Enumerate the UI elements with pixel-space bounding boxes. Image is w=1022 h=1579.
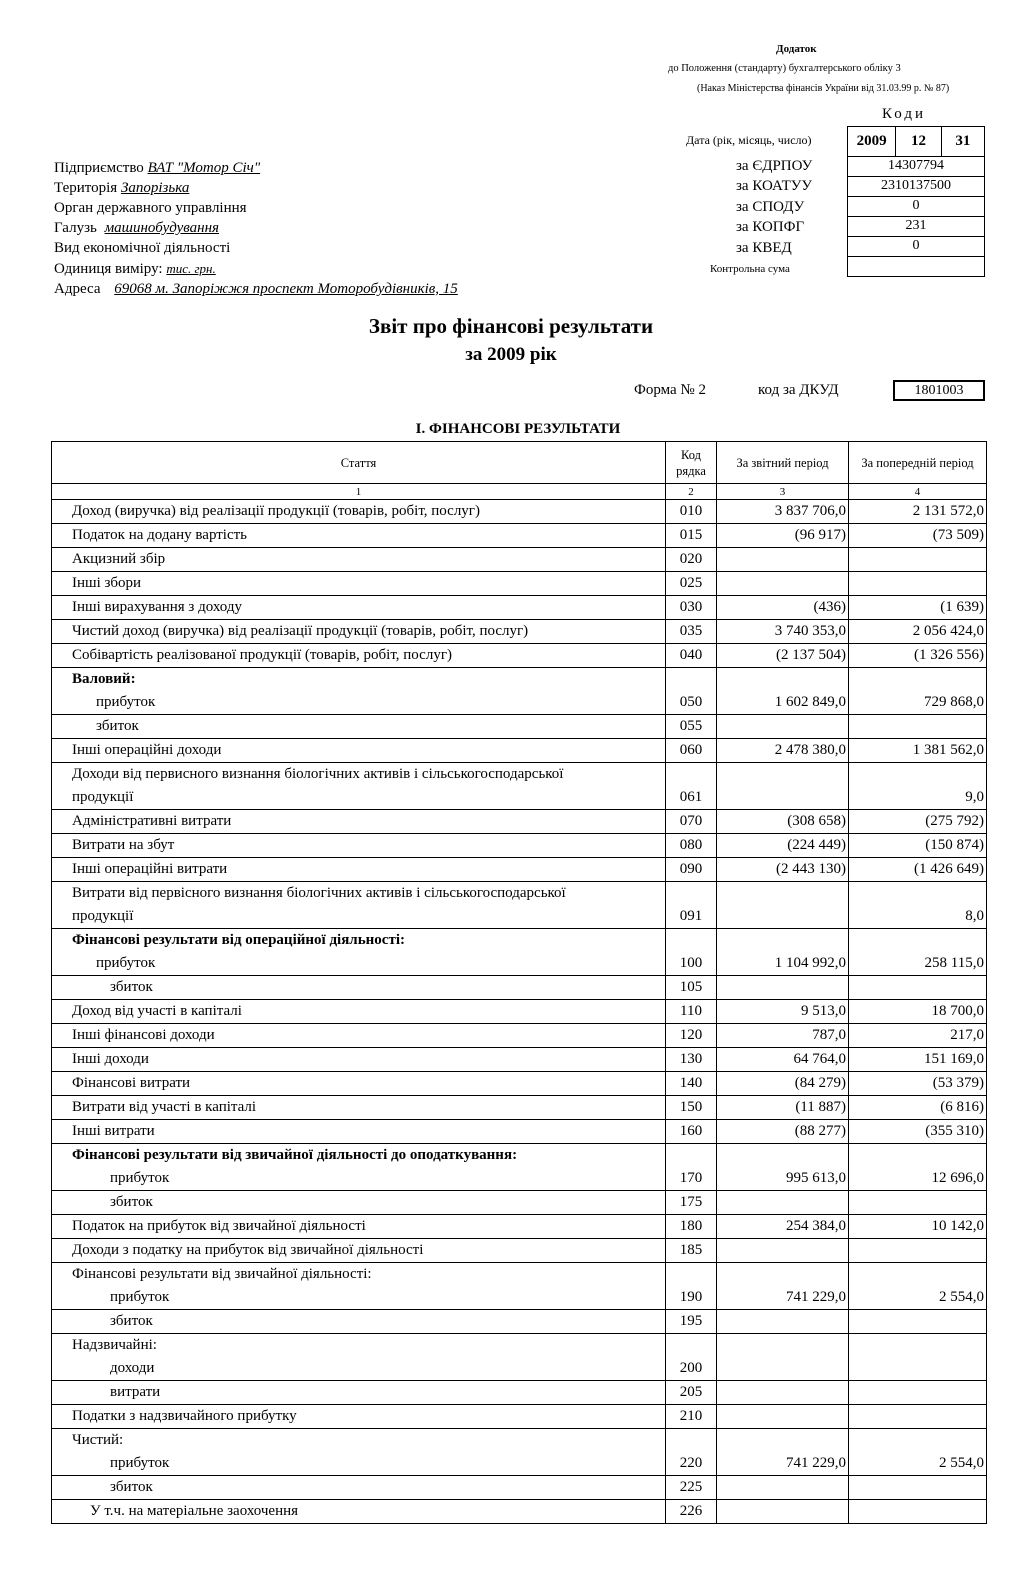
row-previous-value [849,548,987,572]
row-article-text: Доход від участі в капіталі [72,1003,242,1019]
row-current-value: (88 277) [717,1120,849,1144]
table-row [52,834,987,858]
row-article-line1: Доходи від первисного визнання біологічних активів і сільськогосподарської [72,766,564,782]
row-current-value [717,1405,849,1429]
row-current-value [717,1334,849,1381]
table-row [52,1310,987,1334]
row-code: 091 [666,882,717,929]
row-current-value [717,1310,849,1334]
row-code: 130 [666,1048,717,1072]
header-code: Код рядка [666,442,717,484]
table-row [52,1120,987,1144]
row-previous-value: 12 696,0 [849,1144,987,1191]
row-article [52,739,666,763]
row-code: 035 [666,620,717,644]
row-heading: Валовий: [72,671,136,687]
table-row [52,620,987,644]
date-month: 12 [896,127,941,156]
row-article-text: Собівартість реалізованої продукції (товарів, робіт, послуг) [72,647,452,663]
row-code: 190 [666,1263,717,1310]
row-article-text: Фінансові витрати [72,1075,191,1091]
column-number: 3 [717,484,849,500]
table-row [52,1215,987,1239]
row-article-text: збиток [110,1313,153,1329]
row-article-text: Інші витрати [72,1123,155,1139]
row-article-text: Інші операційні доходи [72,742,222,758]
table-row [52,858,987,882]
table-row [52,572,987,596]
row-current-value [717,1500,849,1524]
table-row [52,524,987,548]
row-previous-value: 2 554,0 [849,1263,987,1310]
row-article [52,1000,666,1024]
column-number: 4 [849,484,987,500]
row-article-text: Податок на додану вартість [72,527,248,543]
industry-line [54,220,219,237]
row-article [52,810,666,834]
row-current-value: (11 887) [717,1096,849,1120]
row-code: 060 [666,739,717,763]
row-code: 220 [666,1429,717,1476]
row-previous-value [849,1191,987,1215]
table-row [52,548,987,572]
row-code: 010 [666,500,717,524]
row-current-value: (308 658) [717,810,849,834]
row-code: 225 [666,1476,717,1500]
row-current-value [717,1191,849,1215]
header-previous-period: За попередній період [849,442,987,484]
row-previous-value: (1 426 649) [849,858,987,882]
row-previous-value: 1 381 562,0 [849,739,987,763]
row-subitem: прибуток [96,955,156,971]
row-article [52,1334,666,1381]
row-subitem: доходи [110,1360,155,1376]
row-article [52,572,666,596]
row-article-text: Витрати від участі в капіталі [72,1099,257,1115]
row-current-value: 995 613,0 [717,1144,849,1191]
column-number: 1 [52,484,666,500]
row-current-value: (2 137 504) [717,644,849,668]
code-value-koatuu: 2310137500 [847,177,985,197]
row-previous-value [849,1310,987,1334]
row-article [52,548,666,572]
row-previous-value: 8,0 [849,882,987,929]
row-code: 150 [666,1096,717,1120]
territory-label: Територія [54,180,118,196]
address-value: 69068 м. Запоріжжя проспект Моторобудівників, 15 [114,281,458,297]
row-previous-value: (150 874) [849,834,987,858]
row-article [52,834,666,858]
row-previous-value [849,1500,987,1524]
row-previous-value: 729 868,0 [849,668,987,715]
row-article-text: збиток [110,1194,153,1210]
row-article-text: Доход (виручка) від реалізації продукції (товарів, робіт, послуг) [72,503,480,519]
row-code: 110 [666,1000,717,1024]
code-value-kved: 0 [847,237,985,257]
row-article-line2: продукції [72,908,134,924]
code-value-kopfg: 231 [847,217,985,237]
financial-results-table [51,441,987,1524]
row-previous-value: 2 554,0 [849,1429,987,1476]
row-article-text: Інші збори [72,575,142,591]
row-current-value: 9 513,0 [717,1000,849,1024]
code-value-edrpou: 14307794 [847,157,985,177]
row-current-value [717,715,849,739]
row-article [52,596,666,620]
table-row [52,596,987,620]
row-current-value: 254 384,0 [717,1215,849,1239]
date-day: 31 [955,133,971,149]
table-row [52,1381,987,1405]
row-article-text: Акцизний збір [72,551,166,567]
industry-label: Галузь [54,220,97,236]
table-row [52,810,987,834]
table-row [52,1239,987,1263]
row-article [52,1048,666,1072]
table-header-row [52,442,987,484]
activity-label: Вид економічної діяльності [54,240,231,256]
row-article-text: У т.ч. на матеріальне заохочення [90,1503,299,1519]
table-row [52,1405,987,1429]
date-box [847,126,985,157]
row-article [52,524,666,548]
row-article [52,882,666,929]
row-current-value: (224 449) [717,834,849,858]
code-label-koatuu: за КОАТУУ [736,178,812,194]
row-article [52,1429,666,1476]
unit-line [54,261,216,278]
row-code: 226 [666,1500,717,1524]
row-article [52,858,666,882]
header-current-period: За звітний період [717,442,849,484]
row-code: 200 [666,1334,717,1381]
enterprise-line [54,160,260,177]
row-current-value [717,882,849,929]
table-row [52,500,987,524]
row-article [52,500,666,524]
row-article [52,1310,666,1334]
row-article-line1: Витрати від первісного визнання біологічних активів і сільськогосподарської [72,885,566,901]
row-current-value: 2 478 380,0 [717,739,849,763]
row-code: 020 [666,548,717,572]
row-subitem: прибуток [96,694,156,710]
row-previous-value: 2 056 424,0 [849,620,987,644]
row-current-value: 787,0 [717,1024,849,1048]
address-label: Адреса [54,281,101,297]
row-article [52,1144,666,1191]
row-previous-value: (73 509) [849,524,987,548]
table-row [52,929,987,976]
row-article [52,763,666,810]
table-row [52,1072,987,1096]
row-previous-value [849,715,987,739]
row-subitem: прибуток [110,1289,170,1305]
row-current-value: (436) [717,596,849,620]
row-article [52,715,666,739]
row-current-value: (84 279) [717,1072,849,1096]
date-label: Дата (рік, місяць, число) [686,133,812,147]
row-current-value [717,1239,849,1263]
code-label-checksum: Контрольна сума [710,263,790,275]
row-article-text: збиток [110,979,153,995]
row-current-value [717,1381,849,1405]
row-article [52,1120,666,1144]
row-current-value: 3 837 706,0 [717,500,849,524]
enterprise-label: Підприємство [54,160,144,176]
row-current-value: (2 443 130) [717,858,849,882]
row-code: 015 [666,524,717,548]
row-article-text: витрати [110,1384,161,1400]
table-row [52,1191,987,1215]
row-article [52,1215,666,1239]
table-row [52,1263,987,1310]
appendix-order: (Наказ Міністерства фінансів України від 31.03.99 р. № 87) [697,83,950,94]
row-article [52,1096,666,1120]
row-heading: Надзвичайні: [72,1337,157,1353]
row-heading: Фінансові результати від звичайної діяльності до оподаткування: [72,1147,518,1163]
row-current-value: 1 104 992,0 [717,929,849,976]
row-code: 070 [666,810,717,834]
row-code: 025 [666,572,717,596]
row-article [52,1500,666,1524]
row-current-value [717,572,849,596]
row-previous-value [849,1239,987,1263]
row-article [52,929,666,976]
report-period: за 2009 рік [465,344,557,365]
row-article [52,1263,666,1310]
column-number: 2 [666,484,717,500]
row-code: 061 [666,763,717,810]
row-article [52,1239,666,1263]
table-row [52,976,987,1000]
row-article [52,1381,666,1405]
row-code: 195 [666,1310,717,1334]
row-article [52,1191,666,1215]
row-article-text: збиток [110,1479,153,1495]
enterprise-value: ВАТ "Мотор Січ" [147,160,261,176]
table-row [52,668,987,715]
row-article-text: Адміністративні витрати [72,813,232,829]
row-previous-value: (1 639) [849,596,987,620]
row-current-value [717,548,849,572]
code-label-spodu: за СПОДУ [736,199,805,215]
row-previous-value: 10 142,0 [849,1215,987,1239]
row-previous-value: 217,0 [849,1024,987,1048]
row-code: 105 [666,976,717,1000]
row-article-text: Витрати на збут [72,837,175,853]
row-previous-value: (275 792) [849,810,987,834]
section-title: І. ФІНАНСОВІ РЕЗУЛЬТАТИ [415,421,621,437]
table-row [52,1000,987,1024]
appendix-title: Додаток [776,43,817,55]
authority-label: Орган державного управління [54,200,247,216]
form-number: Форма № 2 [634,382,706,398]
table-row [52,644,987,668]
row-article [52,668,666,715]
table-row [52,882,987,929]
row-previous-value: (53 379) [849,1072,987,1096]
row-current-value: (96 917) [717,524,849,548]
codes-title: Коди [882,106,926,122]
row-previous-value: (1 326 556) [849,644,987,668]
row-previous-value [849,1381,987,1405]
row-previous-value: (355 310) [849,1120,987,1144]
industry-value: машинобудування [104,220,220,236]
row-code: 210 [666,1405,717,1429]
row-article-text: Інші операційні витрати [72,861,228,877]
table-row [52,1048,987,1072]
table-row [52,1429,987,1476]
table-row [52,1144,987,1191]
table-row [52,739,987,763]
unit-label: Одиниця виміру: [54,261,163,277]
row-article [52,644,666,668]
row-article-text: Інші фінансові доходи [72,1027,215,1043]
row-article-text: Податок на прибуток від звичайної діяльності [72,1218,366,1234]
row-article-text: Чистий доход (виручка) від реалізації продукції (товарів, робіт, послуг) [72,623,529,639]
row-article-text: Податки з надзвичайного прибутку [72,1408,297,1424]
row-code: 055 [666,715,717,739]
row-previous-value [849,572,987,596]
table-row [52,1096,987,1120]
row-heading: Фінансові результати від операційної діяльності: [72,932,405,948]
row-previous-value: 18 700,0 [849,1000,987,1024]
row-code: 030 [666,596,717,620]
row-previous-value: 2 131 572,0 [849,500,987,524]
territory-line [54,180,189,197]
dkud-value: 1801003 [893,380,985,401]
row-current-value: 64 764,0 [717,1048,849,1072]
row-previous-value: 151 169,0 [849,1048,987,1072]
row-current-value: 741 229,0 [717,1263,849,1310]
row-article-text: Інші вирахування з доходу [72,599,242,615]
row-code: 140 [666,1072,717,1096]
row-article-text: Доходи з податку на прибуток від звичайної діяльності [72,1242,424,1258]
table-row [52,1334,987,1381]
row-previous-value: 9,0 [849,763,987,810]
row-article [52,1405,666,1429]
table-row [52,1476,987,1500]
row-code: 080 [666,834,717,858]
dkud-label: код за ДКУД [758,382,839,398]
row-previous-value [849,1334,987,1381]
row-code: 040 [666,644,717,668]
date-year: 2009 [848,127,896,156]
column-number-row [52,484,987,500]
row-code: 050 [666,668,717,715]
row-code: 185 [666,1239,717,1263]
row-code: 180 [666,1215,717,1239]
row-article [52,620,666,644]
row-previous-value [849,1405,987,1429]
row-current-value [717,763,849,810]
row-article-line2: продукції [72,789,134,805]
row-current-value: 3 740 353,0 [717,620,849,644]
code-value-checksum [847,257,985,277]
row-subitem: прибуток [110,1455,170,1471]
table-row [52,1500,987,1524]
code-label-edrpou: за ЄДРПОУ [736,158,813,174]
report-title: Звіт про фінансові результати [368,314,654,338]
row-current-value: 741 229,0 [717,1429,849,1476]
header-article: Стаття [52,442,666,484]
row-previous-value [849,976,987,1000]
table-row [52,715,987,739]
row-code: 090 [666,858,717,882]
code-label-kved: за КВЕД [736,240,792,256]
row-article-text: збиток [96,718,139,734]
row-previous-value: 258 115,0 [849,929,987,976]
address-line [54,281,458,298]
row-article [52,1072,666,1096]
code-label-kopfg: за КОПФГ [736,219,805,235]
row-article [52,976,666,1000]
row-heading: Чистий: [72,1432,124,1448]
appendix-regulation: до Положення (стандарту) бухгалтерського обліку 3 [668,63,901,74]
row-code: 175 [666,1191,717,1215]
row-article-text: Інші доходи [72,1051,149,1067]
unit-value: тис. грн. [166,261,216,276]
row-code: 100 [666,929,717,976]
row-code: 160 [666,1120,717,1144]
table-row [52,1024,987,1048]
row-previous-value [849,1476,987,1500]
row-current-value [717,976,849,1000]
row-subitem: прибуток [110,1170,170,1186]
row-current-value: 1 602 849,0 [717,668,849,715]
row-article [52,1024,666,1048]
row-code: 170 [666,1144,717,1191]
row-previous-value: (6 816) [849,1096,987,1120]
territory-value: Запорізька [120,180,190,196]
row-code: 205 [666,1381,717,1405]
row-article [52,1476,666,1500]
row-code: 120 [666,1024,717,1048]
row-current-value [717,1476,849,1500]
table-row [52,763,987,810]
code-value-spodu: 0 [847,197,985,217]
row-heading: Фінансові результати від звичайної діяльності: [72,1266,372,1282]
